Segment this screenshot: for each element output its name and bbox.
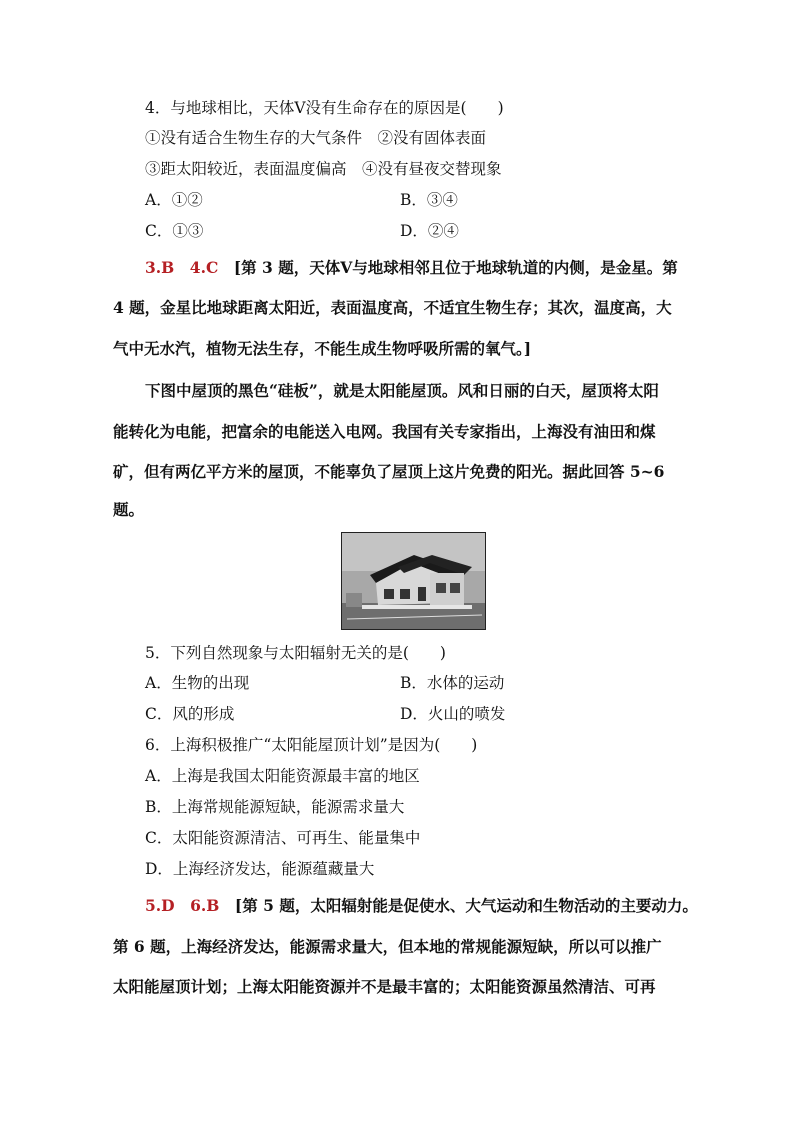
q5-option-b: B．水体的运动 [400, 674, 505, 692]
q5-option-a: A．生物的出现 [145, 674, 250, 692]
answer-text-3-4-line3: 气中无水汽，植物无法生存，不能生成生物呼吸所需的氧气。] [113, 339, 532, 358]
q4-option-d: D．②④ [400, 222, 459, 240]
passage-line3: 矿，但有两亿平方米的屋顶，不能辜负了屋顶上这片免费的阳光。据此回答 5~6 [113, 462, 665, 481]
house-illustration [342, 533, 486, 630]
q6-stem: 6．上海积极推广“太阳能屋顶计划”是因为( ) [145, 736, 478, 754]
passage-line1: 下图中屋顶的黑色“硅板”，就是太阳能屋顶。风和日丽的白天，屋顶将太阳 [145, 381, 659, 400]
answer-key-3-4: 3.B 4.C [145, 258, 219, 277]
q4-option-a: A．①② [145, 191, 203, 209]
q6-option-d: D．上海经济发达，能源蕴藏量大 [145, 860, 375, 878]
passage-line2: 能转化为电能，把富余的电能送入电网。我国有关专家指出，上海没有油田和煤 [113, 422, 656, 441]
answer-text-5-6-line3: 太阳能屋顶计划；上海太阳能资源并不是最丰富的；太阳能资源虽然清洁、可再 [113, 977, 656, 996]
answer-text-3-4-line2: 4 题，金星比地球距离太阳近，表面温度高，不适宜生物生存；其次，温度高，大 [113, 298, 672, 317]
q5-option-d: D．火山的喷发 [400, 705, 506, 723]
answer-text-5-6-line1: [第 5 题，太阳辐射能是促使水、大气运动和生物活动的主要动力。 [219, 896, 698, 915]
q4-option-c: C．①③ [145, 222, 204, 240]
q4-statements-1: ①没有适合生物生存的大气条件 ②没有固体表面 [145, 129, 487, 147]
answer-text-3-4-line1: [第 3 题，天体Ⅴ与地球相邻且位于地球轨道的内侧，是金星。第 [218, 258, 678, 277]
q6-option-b: B．上海常规能源短缺，能源需求量大 [145, 798, 405, 816]
answer-key-5-6: 5.D 6.B [145, 896, 220, 915]
passage-line4: 题。 [113, 500, 145, 519]
q6-option-c: C．太阳能资源清洁、可再生、能量集中 [145, 829, 421, 847]
q6-option-a: A．上海是我国太阳能资源最丰富的地区 [145, 767, 420, 785]
solar-roof-house-photo [341, 532, 486, 630]
q4-option-b: B．③④ [400, 191, 458, 209]
q5-option-c: C．风的形成 [145, 705, 235, 723]
q4-statements-2: ③距太阳较近，表面温度偏高 ④没有昼夜交替现象 [145, 160, 502, 178]
q4-stem: 4．与地球相比，天体Ⅴ没有生命存在的原因是( ) [145, 99, 504, 117]
answer-text-5-6-line2: 第 6 题，上海经济发达，能源需求量大，但本地的常规能源短缺，所以可以推广 [113, 937, 662, 956]
answer-explanation-3-4 [145, 258, 678, 278]
answer-explanation-5-6 [145, 896, 698, 916]
q5-stem: 5．下列自然现象与太阳辐射无关的是( ) [145, 644, 446, 662]
